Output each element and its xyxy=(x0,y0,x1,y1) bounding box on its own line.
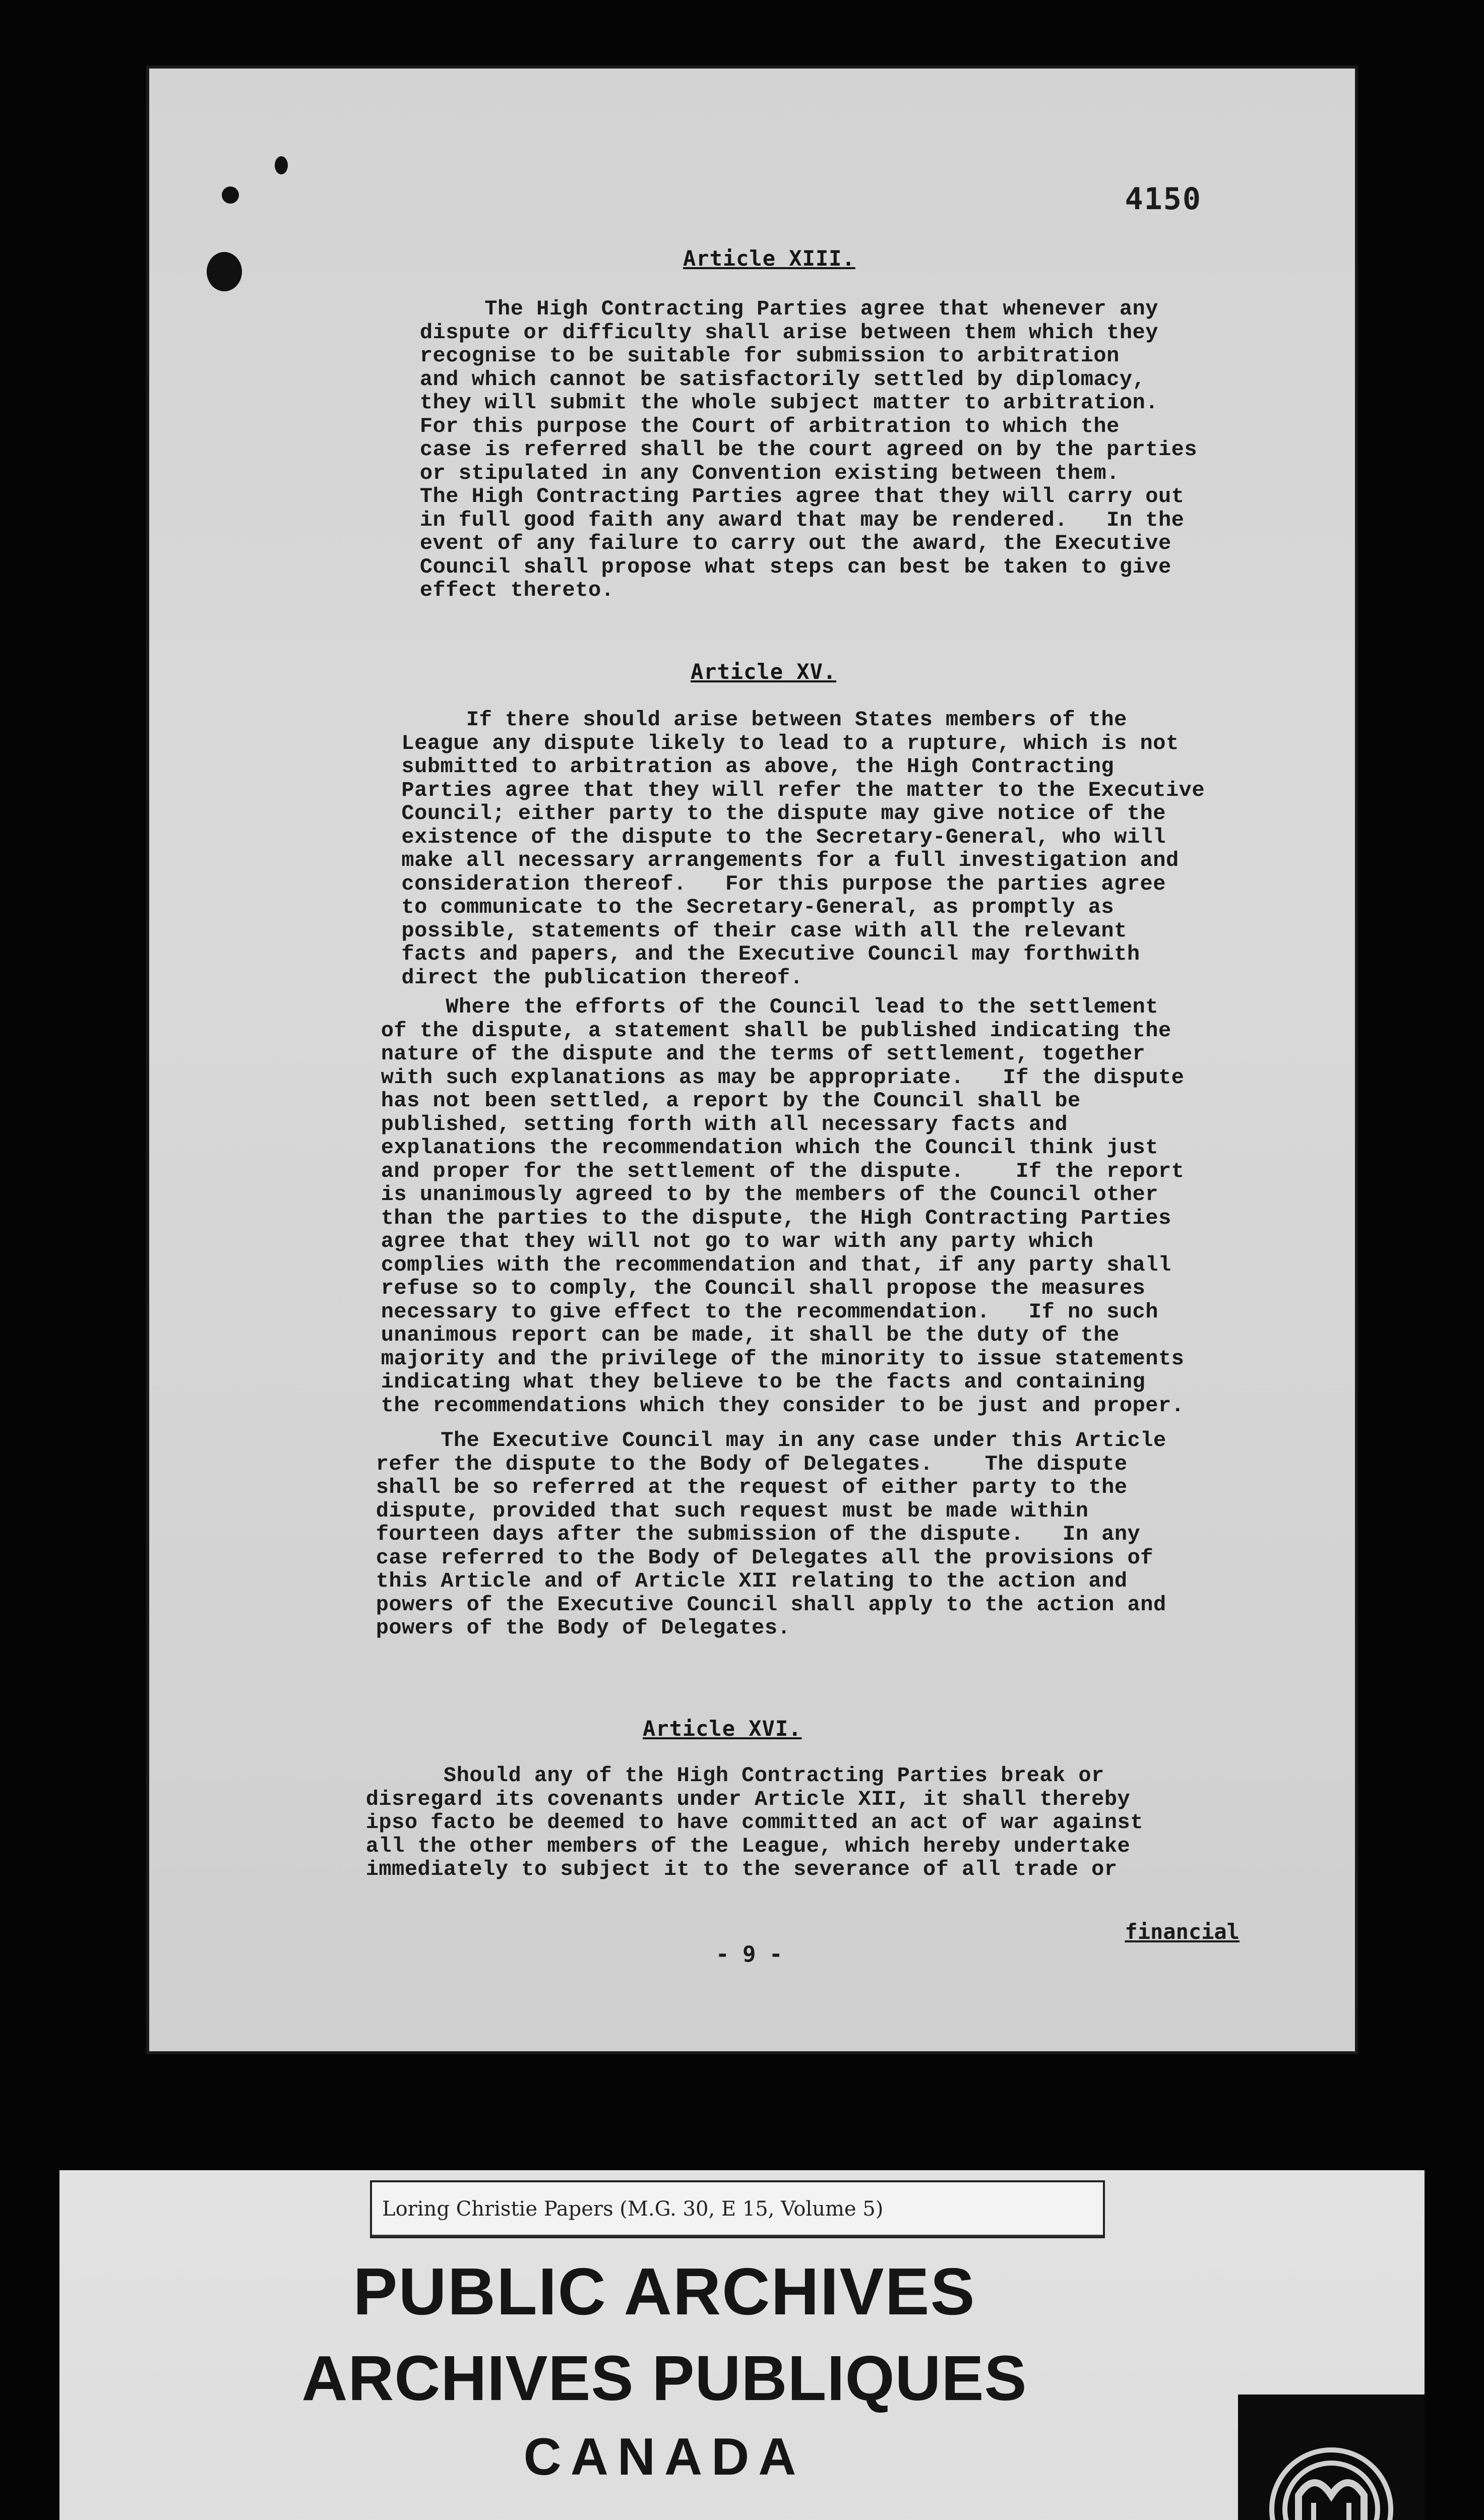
article-paragraph: Where the efforts of the Council lead to the settlement of the dispute, a statement shall be published indicating the nature of the dispute and the terms of settlement, together with such explanations as may be appropriate. If the dispute has not been settled, a report by the Council shall be published, setting forth with all necessary facts and explanations the recommendation which the Council think just and proper for the settlement of the dispute. If the report is unanimously agreed to by the members of the Council other than the parties to the dispute, the High Contracting Parties agree that they will not go to war with any party which complies with the recommendation and that, if any party shall refuse so to comply, the Council shall propose the measures necessary to give effect to the recommendation. If no such unanimous report can be made, it shall be the duty of the majority and the privilege of the minority to issue statements indicating what they believe to be the facts and containing the recommendations which they consider to be just and proper. xyxy=(381,995,1185,1418)
article-paragraph: The Executive Council may in any case under this Article refer the dispute to the Body of Delegates. The dispute shall be so referred at the request of either party to the dispute, provided that such request must be made within fourteen days after the submission of the dispute. In any case referred to the Body of Delegates all the provisions of this Article and of Article XII relating to the action and powers of the Executive Council shall apply to the action and powers of the Body of Delegates. xyxy=(376,1429,1166,1640)
archives-logo-icon xyxy=(1238,2395,1425,2520)
citation-text: Loring Christie Papers (M.G. 30, E 15, Volume 5) xyxy=(382,2197,884,2221)
article-paragraph: Should any of the High Contracting Parties break or disregard its covenants under Article XII, it shall thereby ipso facto be deemed to have committed an act of war against all the other members of the League, which hereby undertake immediately to subject it to the severance of all trade or xyxy=(365,1764,1143,1881)
article-heading: Article XVI. xyxy=(643,1716,802,1741)
article-heading: Article XIII. xyxy=(683,246,855,271)
archive-line-country: CANADA xyxy=(523,2428,806,2486)
punch-hole xyxy=(207,252,242,291)
page-folio: - 9 - xyxy=(716,1941,783,1967)
article-heading: Article XV. xyxy=(691,659,837,684)
continuation-word: financial xyxy=(1125,1919,1240,1944)
document-page xyxy=(146,66,1358,2054)
archive-stamp-card xyxy=(59,2170,1425,2520)
archive-line-french: ARCHIVES PUBLIQUES xyxy=(301,2343,1027,2414)
punch-hole xyxy=(222,186,239,204)
article-paragraph: If there should arise between States members of the League any dispute likely to lead to a rupture, which is not submitted to arbitration as above, the High Contracting Parties agree that they will refer the matter to the Executive Council; either party to the dispute may give notice of the existence of the dispute to the Secretary-General, who will make all necessary arrangements for a full investigation and consideration thereof. For this purpose the parties agree to communicate to the Secretary-General, as promptly as possible, statements of their case with all the relevant facts and papers, and the Executive Council may forthwith direct the publication thereof. xyxy=(401,708,1205,990)
article-paragraph: The High Contracting Parties agree that whenever any dispute or difficulty shall arise between them which they recognise to be suitable for submission to arbitration and which cannot be satisfactorily settled by diplomacy, they will submit the whole subject matter to arbitration. For this purpose the Court of arbitration to which the case is referred shall be the court agreed on by the parties or stipulated in any Convention existing between them. The High Contracting Parties agree that they will carry out in full good faith any award that may be rendered. In the event of any failure to carry out the award, the Executive Council shall propose what steps can best be taken to give effect thereto. xyxy=(419,297,1198,602)
page-number: 4150 xyxy=(1125,181,1202,217)
archive-line-english: PUBLIC ARCHIVES xyxy=(353,2254,976,2328)
punch-hole xyxy=(275,156,288,174)
citation-label xyxy=(372,2182,1103,2236)
